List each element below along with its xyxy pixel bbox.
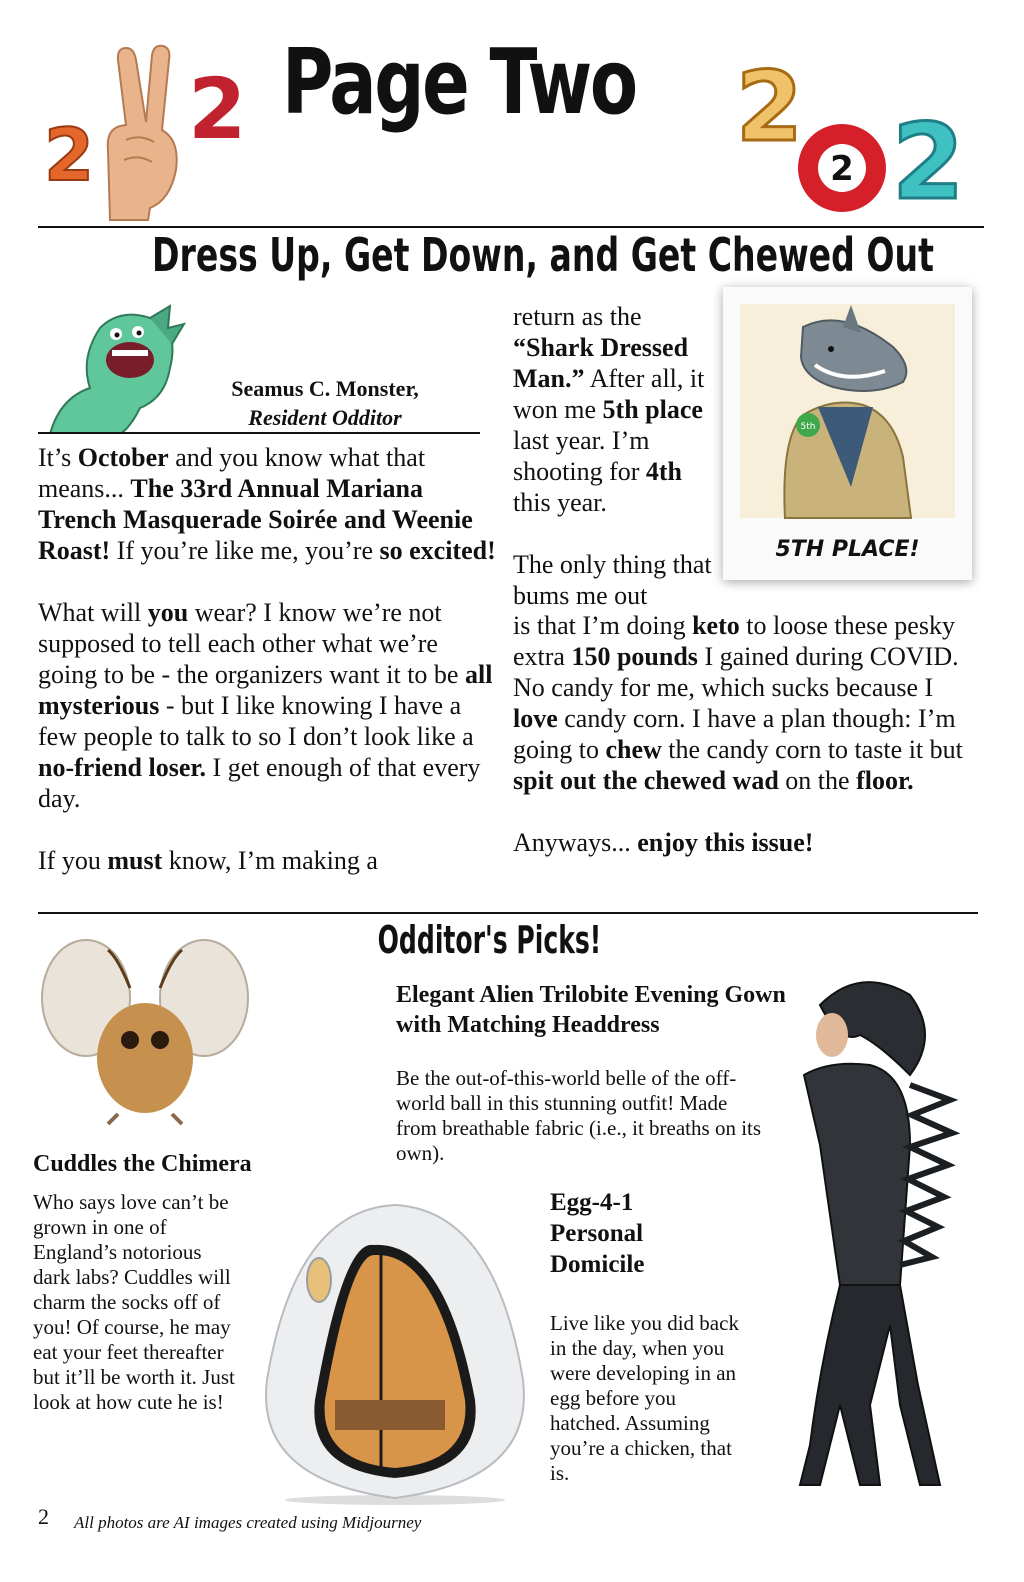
alien-trilobite-costume-icon <box>760 965 960 1490</box>
text-run: - but I like knowing I have a few people to talk to so I don’t look like a <box>38 691 474 751</box>
pick-title-trilobite-gown: Elegant Alien Trilobite Evening Gown with Matching Headdress <box>396 982 786 1038</box>
header-decoration <box>30 30 280 230</box>
text-run: wear? I know we’re not supposed to tell each other what we’re going to be - the organizers want it to be <box>38 598 465 689</box>
article-paragraph <box>513 610 983 796</box>
pick-title-cuddles: Cuddles the Chimera <box>33 1151 252 1177</box>
text-run: If you <box>38 846 108 875</box>
text-run: last year. I’m shooting for <box>513 426 650 486</box>
svg-text:5th: 5th <box>800 422 816 432</box>
text-run: return as the <box>513 302 642 331</box>
article-paragraph <box>513 301 713 518</box>
marquee-two-digit: 2 <box>736 51 803 163</box>
decorative-twos-left-icon <box>30 30 280 230</box>
bold-text: 4th <box>645 457 683 486</box>
red-two-digit: 2 <box>188 60 247 158</box>
article-left-column <box>38 442 498 876</box>
bold-text: chew <box>605 735 662 764</box>
text-run: I gained during COVID. No candy for me, which sucks because I <box>513 642 959 702</box>
bold-text: must <box>107 846 163 875</box>
decorative-twos-right-icon <box>730 30 990 220</box>
byline-role: Resident Odditor <box>248 405 402 430</box>
text-run: I get enough of that every day. <box>38 753 481 813</box>
bold-text: The 33rd Annual Mariana Trench Masquerade Soirée and Weenie Roast! <box>38 474 473 565</box>
bold-text: October <box>77 443 169 472</box>
pick-text-trilobite-gown: Be the out-of-this-world belle of the off-world ball in this stunning outfit! Made from breathable fabric (i.e., it breaths on its own). <box>396 1066 762 1165</box>
svg-text:2: 2 <box>830 149 854 189</box>
text-run: It’s <box>38 443 78 472</box>
picks-title: Odditor's Picks! <box>377 918 602 962</box>
article-paragraph <box>38 597 498 814</box>
header-decoration-right <box>730 30 990 220</box>
photo-credit-note: All photos are AI images created using Midjourney <box>74 1513 422 1532</box>
byline <box>200 374 450 432</box>
text-run: is that I’m doing <box>513 611 693 640</box>
bold-text: so excited! <box>379 536 496 565</box>
text-run: Anyways... <box>513 828 638 857</box>
article-middle-column <box>513 301 713 611</box>
text-run: If you’re like me, you’re <box>110 536 380 565</box>
bold-text: 150 pounds <box>571 642 698 671</box>
pick-text-egg-domicile: Live like you did back in the day, when you were developing in an egg before you hatched. Assuming you’re a chicken, that is. <box>550 1311 739 1485</box>
peace-hand-icon <box>108 46 177 220</box>
monster-illustration <box>40 298 190 434</box>
text-run: the candy corn to taste it but <box>661 735 963 764</box>
bold-text: you <box>147 598 189 627</box>
article-wide-column <box>513 610 983 858</box>
bold-text: keto <box>692 611 740 640</box>
fuzzy-moth-creature-icon <box>38 928 252 1128</box>
page-number: 2 <box>38 1504 49 1529</box>
alien-gown-image <box>760 965 960 1490</box>
bold-text: all mysterious <box>38 660 493 720</box>
text-run: this year. <box>513 488 607 517</box>
chimera-image <box>38 928 252 1128</box>
bold-text: no-friend loser. <box>38 753 207 782</box>
billiard-ball-icon <box>798 124 886 212</box>
text-run: After all, it won me <box>513 364 705 424</box>
bold-text: 5th place <box>602 395 703 424</box>
bold-text: “Shark Dressed Man.” <box>513 333 689 393</box>
text-run: What will <box>38 598 148 627</box>
polaroid-caption: 5TH PLACE! <box>775 537 920 562</box>
bold-text: spit out the chewed wad <box>513 766 779 795</box>
sea-monster-icon <box>40 298 190 434</box>
pick-title-egg-domicile: Egg-4-1 Personal Domicile <box>550 1189 645 1278</box>
text-run: and you know what that means... <box>38 443 426 503</box>
orange-two-digit: 2 <box>44 113 95 197</box>
egg-domicile-image <box>255 1200 535 1505</box>
monster-rule <box>38 432 480 434</box>
bold-text: floor. <box>856 766 914 795</box>
egg-pod-house-icon <box>255 1200 535 1505</box>
page-title: Page Two <box>282 30 636 135</box>
bold-text: enjoy this issue! <box>637 828 814 857</box>
text-run: know, I’m making a <box>162 846 378 875</box>
article-paragraph <box>513 549 713 611</box>
article-paragraph <box>38 442 498 566</box>
teal-two-digit: 2 <box>892 101 965 220</box>
article-paragraph <box>38 845 498 876</box>
text-run: candy corn. I have a plan though: I’m going to <box>513 704 956 764</box>
section-rule <box>38 912 978 914</box>
polaroid-photo <box>723 287 972 580</box>
byline-name: Seamus C. Monster, <box>231 376 419 401</box>
text-run: The only thing that bums me out <box>513 550 712 610</box>
pick-text-cuddles: Who says love can’t be grown in one of England’s notorious dark labs? Cuddles will charm the socks off of you! Of course, he may eat your feet thereafter but it’ll be worth it. Just look at how cute he is! <box>33 1190 235 1414</box>
headline: Dress Up, Get Down, and Get Chewed Out <box>152 228 934 282</box>
bold-text: love <box>513 704 558 733</box>
article-paragraph <box>513 827 983 858</box>
text-run: on the <box>778 766 857 795</box>
text-run: to loose these pesky extra <box>513 611 955 671</box>
